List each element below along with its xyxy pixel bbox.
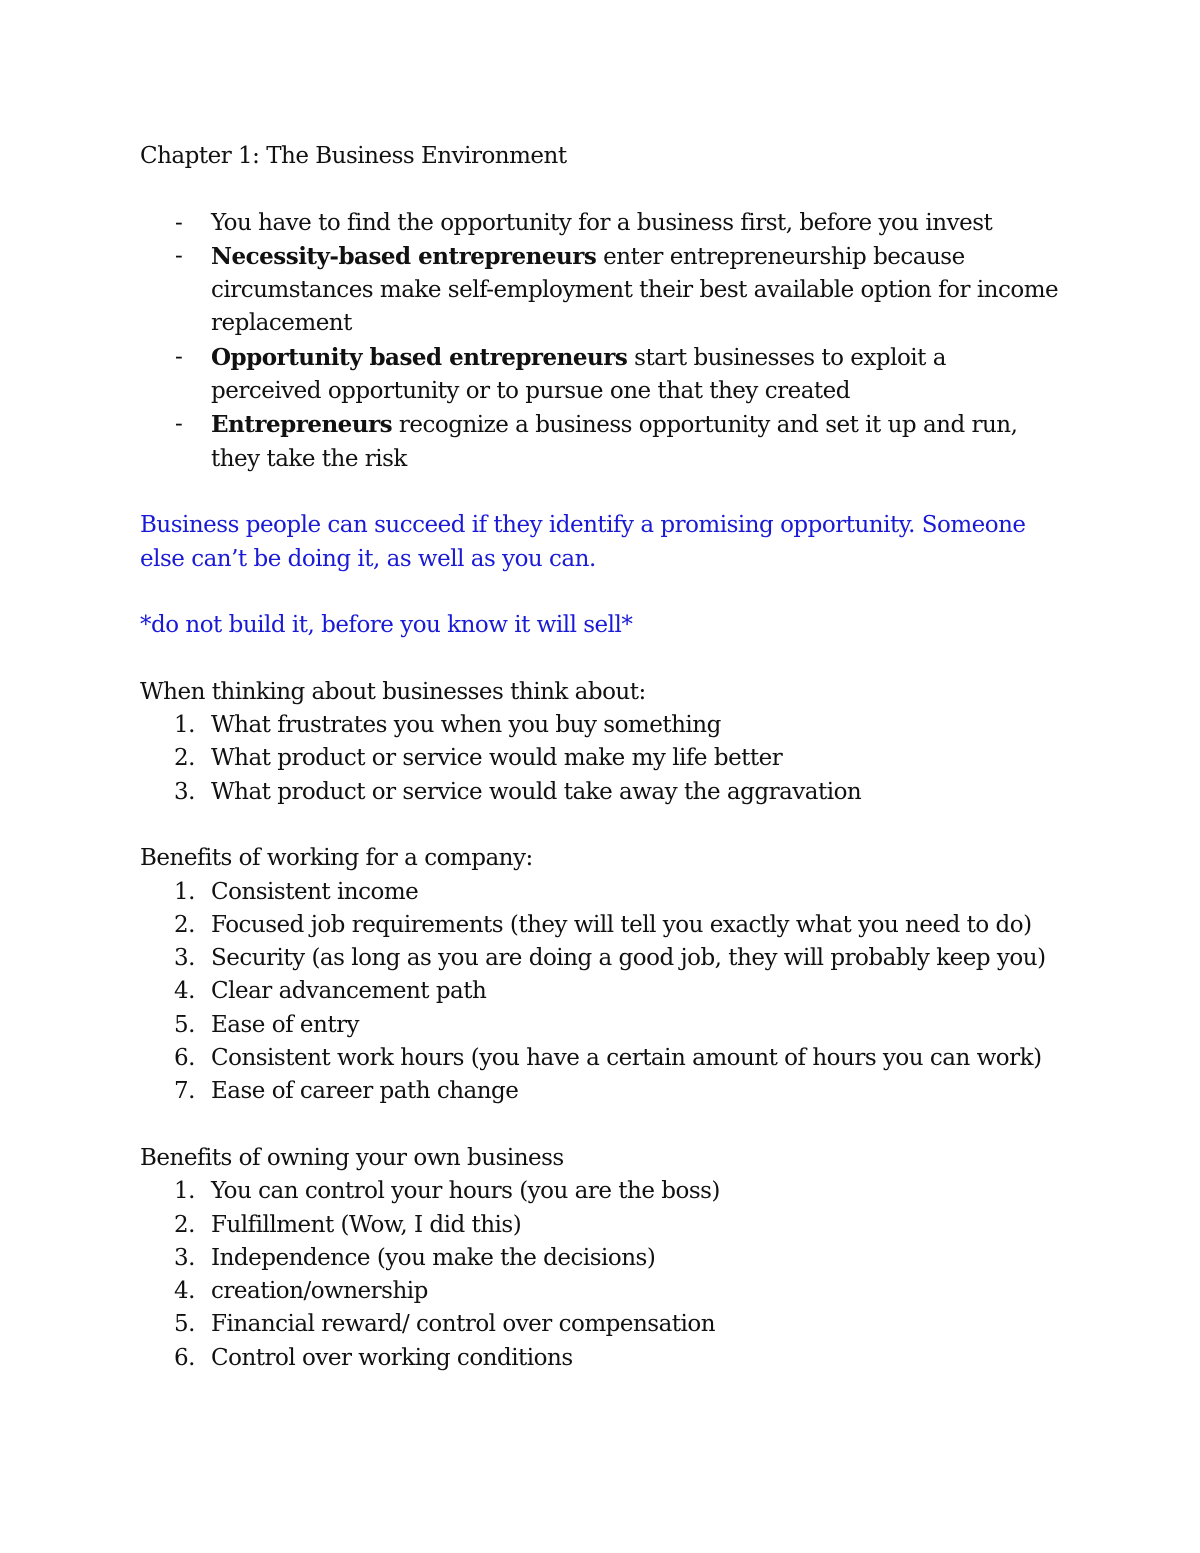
list-item-text: Ease of entry (211, 1011, 360, 1038)
bullet-item (140, 207, 1060, 240)
list-item-text: Consistent income (211, 878, 419, 905)
owning-benefits-list (140, 1175, 1060, 1375)
bullet-text: start businesses to exploit a perceived opportunity or to pursue one that they created (211, 344, 946, 405)
list-number: 1. (174, 712, 195, 739)
list-item-text: Independence (you make the decisions) (211, 1244, 656, 1271)
list-number: 4. (174, 1278, 195, 1305)
spacer (140, 809, 1060, 842)
bullet-item (140, 240, 1060, 341)
thinking-heading: When thinking about businesses think about: (140, 678, 646, 705)
list-number: 3. (174, 945, 195, 972)
spacer (140, 1109, 1060, 1142)
list-item-text: Focused job requirements (they will tell you exactly what you need to do) (211, 911, 1032, 938)
chapter-title: Chapter 1: The Business Environment (140, 143, 567, 169)
bullet-item (140, 408, 1060, 476)
company-heading: Benefits of working for a company: (140, 845, 533, 872)
company-benefits-list (140, 876, 1060, 1109)
dash-marker: - (175, 209, 183, 236)
intro-bullet-list (140, 207, 1060, 476)
list-item-text: Clear advancement path (211, 978, 487, 1005)
list-item (140, 1342, 1060, 1375)
list-item-text: Control over working conditions (211, 1344, 573, 1371)
list-number: 2. (174, 911, 195, 938)
list-number: 2. (174, 1211, 195, 1238)
list-item-text: Ease of career path change (211, 1078, 519, 1105)
list-number: 4. (174, 978, 195, 1005)
list-item (140, 876, 1060, 909)
list-number: 1. (174, 878, 195, 905)
dash-marker: - (175, 411, 183, 438)
list-item (140, 1009, 1060, 1042)
list-item (140, 1175, 1060, 1208)
list-item (140, 1242, 1060, 1275)
list-number: 2. (174, 745, 195, 772)
blue-note-opportunity: Business people can succeed if they identify a promising opportunity. Someone else can’t be doing it, as well as you can. (140, 512, 1026, 572)
list-item-text: What product or service would make my life better (211, 745, 783, 772)
document-body (140, 140, 1060, 1375)
list-number: 3. (174, 778, 195, 805)
thinking-list (140, 709, 1060, 809)
list-item-text: Consistent work hours (you have a certain amount of hours you can work) (211, 1045, 1042, 1072)
list-number: 1. (174, 1178, 195, 1205)
list-number: 3. (174, 1244, 195, 1271)
list-item (140, 1209, 1060, 1242)
bullet-term: Necessity-based entrepreneurs (211, 242, 597, 270)
dash-marker: - (175, 343, 183, 370)
list-item (140, 1042, 1060, 1075)
list-item (140, 975, 1060, 1008)
list-item-text: What product or service would take away the aggravation (211, 778, 862, 805)
list-number: 6. (174, 1045, 195, 1072)
list-item (140, 776, 1060, 809)
list-number: 7. (174, 1078, 195, 1105)
list-item-text: Security (as long as you are doing a good job, they will probably keep you) (211, 945, 1046, 972)
list-item (140, 1275, 1060, 1308)
list-item (140, 1308, 1060, 1341)
list-item-text: You can control your hours (you are the boss) (211, 1178, 720, 1205)
list-number: 5. (174, 1311, 195, 1338)
dash-marker: - (175, 242, 183, 269)
list-item (140, 1075, 1060, 1108)
list-number: 5. (174, 1011, 195, 1038)
list-item-text: What frustrates you when you buy something (211, 712, 721, 739)
bullet-text: enter entrepreneurship because circumstances make self-employment their best available option for income replacement (211, 243, 1059, 337)
bullet-term: Opportunity based entrepreneurs (211, 343, 628, 371)
bullet-text: You have to find the opportunity for a business first, before you invest (211, 209, 993, 236)
bullet-item (140, 341, 1060, 409)
owning-heading: Benefits of owning your own business (140, 1144, 564, 1171)
bullet-term: Entrepreneurs (211, 411, 393, 439)
spacer (140, 173, 1060, 206)
list-item-text: Fulfillment (Wow, I did this) (211, 1211, 522, 1238)
list-number: 6. (174, 1344, 195, 1371)
list-item (140, 742, 1060, 775)
list-item (140, 942, 1060, 975)
spacer (140, 476, 1060, 509)
list-item-text: creation/ownership (211, 1278, 428, 1305)
list-item (140, 709, 1060, 742)
bullet-text: recognize a business opportunity and set it up and run, they take the risk (211, 412, 1018, 472)
list-item-text: Financial reward/ control over compensation (211, 1311, 716, 1338)
spacer (140, 576, 1060, 609)
blue-note-sell: *do not build it, before you know it will sell* (140, 612, 633, 639)
list-item (140, 909, 1060, 942)
spacer (140, 642, 1060, 675)
